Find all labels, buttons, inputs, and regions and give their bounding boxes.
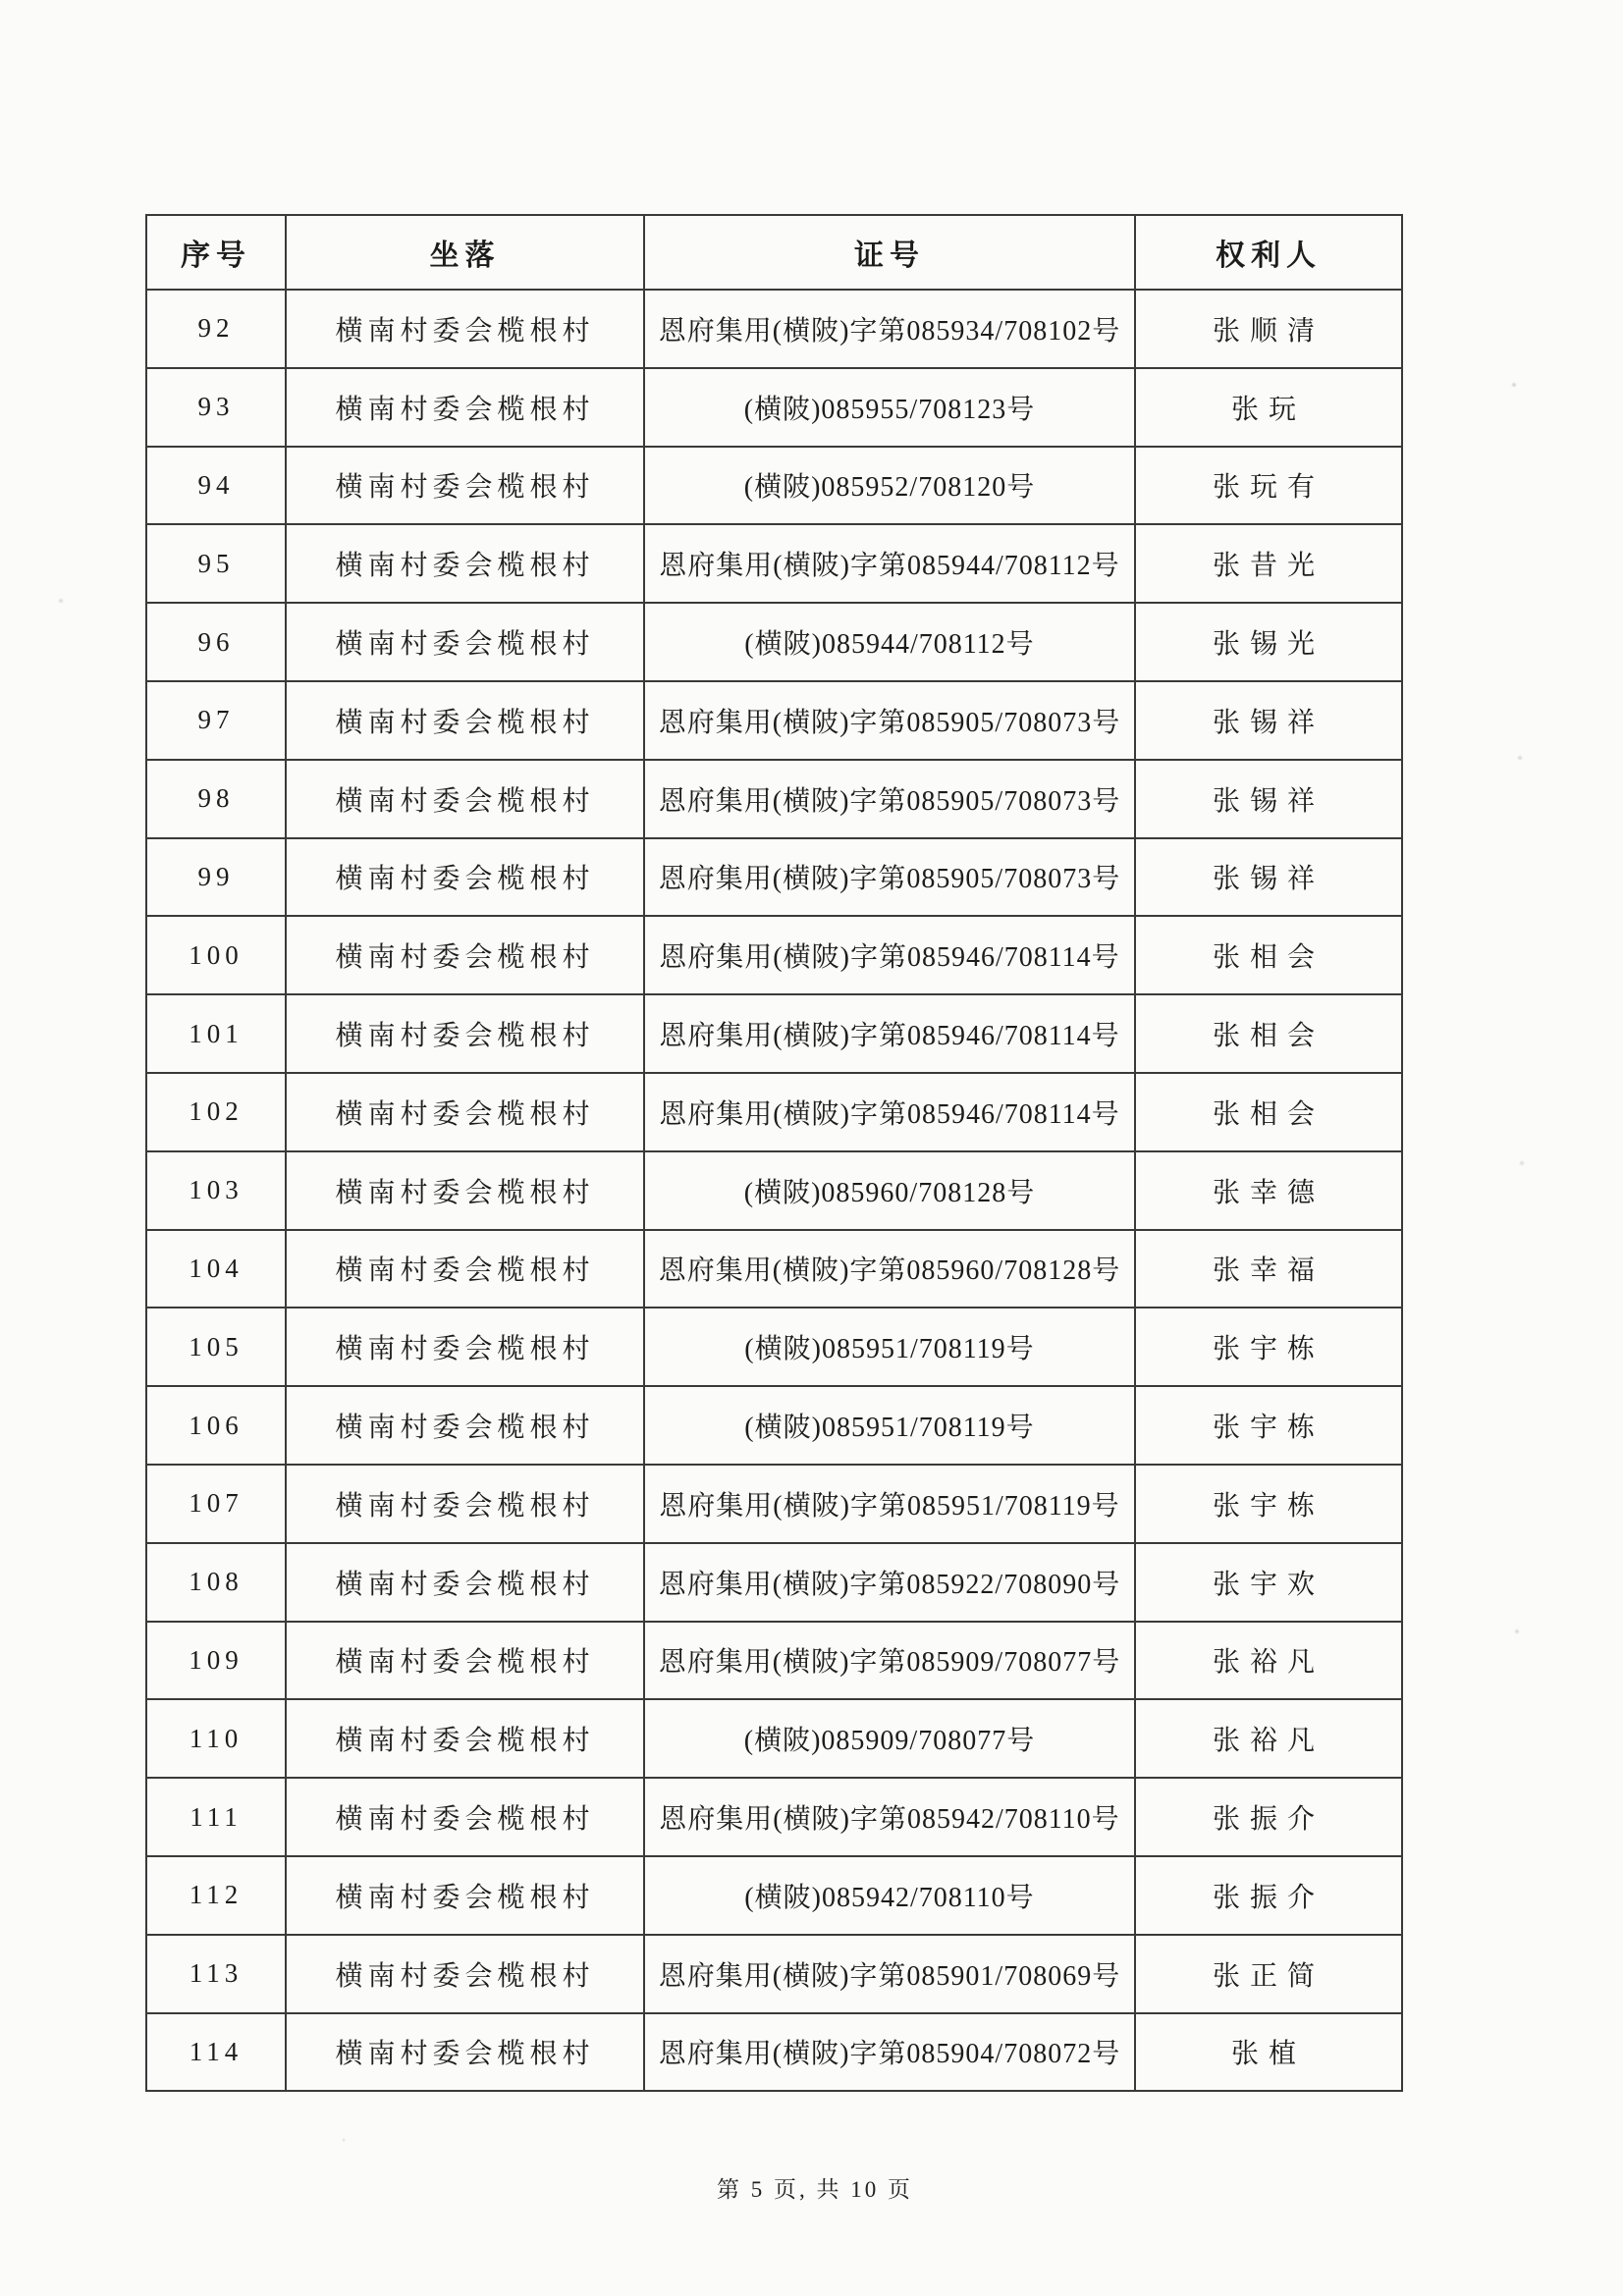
serial-cell: 111 xyxy=(146,1778,286,1856)
owner-cell: 张锡祥 xyxy=(1135,760,1402,838)
owner-cell: 张裕凡 xyxy=(1135,1699,1402,1778)
col-header-location: 坐落 xyxy=(286,215,644,290)
table-row xyxy=(146,1073,1402,1151)
cert-cell: 恩府集用(横陂)字第085901/708069号 xyxy=(644,1935,1135,2013)
table-row xyxy=(146,368,1402,447)
owner-cell: 张锡光 xyxy=(1135,603,1402,681)
location-cell: 横南村委会榄根村 xyxy=(286,1622,644,1700)
table-row xyxy=(146,1622,1402,1700)
serial-cell: 102 xyxy=(146,1073,286,1151)
location-cell: 横南村委会榄根村 xyxy=(286,1699,644,1778)
cert-cell: (横陂)085944/708112号 xyxy=(644,603,1135,681)
cert-cell: 恩府集用(横陂)字第085904/708072号 xyxy=(644,2013,1135,2092)
table-row xyxy=(146,1151,1402,1230)
owner-cell: 张玩有 xyxy=(1135,447,1402,525)
cert-cell: (横陂)085952/708120号 xyxy=(644,447,1135,525)
owner-cell: 张植 xyxy=(1135,2013,1402,2092)
owner-cell: 张昔光 xyxy=(1135,524,1402,603)
location-cell: 横南村委会榄根村 xyxy=(286,1151,644,1230)
table-row xyxy=(146,2013,1402,2092)
cert-cell: 恩府集用(横陂)字第085960/708128号 xyxy=(644,1230,1135,1308)
serial-cell: 96 xyxy=(146,603,286,681)
location-cell: 横南村委会榄根村 xyxy=(286,1073,644,1151)
col-header-serial: 序号 xyxy=(146,215,286,290)
serial-cell: 105 xyxy=(146,1308,286,1386)
location-cell: 横南村委会榄根村 xyxy=(286,916,644,994)
cert-cell: (横陂)085960/708128号 xyxy=(644,1151,1135,1230)
serial-cell: 109 xyxy=(146,1622,286,1700)
location-cell: 横南村委会榄根村 xyxy=(286,994,644,1073)
cert-cell: (横陂)085951/708119号 xyxy=(644,1386,1135,1465)
cert-cell: 恩府集用(横陂)字第085942/708110号 xyxy=(644,1778,1135,1856)
location-cell: 横南村委会榄根村 xyxy=(286,1308,644,1386)
cert-cell: 恩府集用(横陂)字第085922/708090号 xyxy=(644,1543,1135,1622)
location-cell: 横南村委会榄根村 xyxy=(286,1856,644,1935)
cert-cell: 恩府集用(横陂)字第085934/708102号 xyxy=(644,290,1135,368)
location-cell: 横南村委会榄根村 xyxy=(286,290,644,368)
col-header-owner: 权利人 xyxy=(1135,215,1402,290)
location-cell: 横南村委会榄根村 xyxy=(286,524,644,603)
location-cell: 横南村委会榄根村 xyxy=(286,1778,644,1856)
table-row xyxy=(146,916,1402,994)
table-row xyxy=(146,447,1402,525)
owner-cell: 张正简 xyxy=(1135,1935,1402,2013)
owner-cell: 张宇栋 xyxy=(1135,1386,1402,1465)
serial-cell: 110 xyxy=(146,1699,286,1778)
location-cell: 横南村委会榄根村 xyxy=(286,447,644,525)
owner-cell: 张相会 xyxy=(1135,1073,1402,1151)
location-cell: 横南村委会榄根村 xyxy=(286,1543,644,1622)
owner-cell: 张顺清 xyxy=(1135,290,1402,368)
owner-cell: 张玩 xyxy=(1135,368,1402,447)
page-footer: 第 5 页, 共 10 页 xyxy=(717,2177,913,2202)
cert-cell: (横陂)085909/708077号 xyxy=(644,1699,1135,1778)
cert-cell: (横陂)085942/708110号 xyxy=(644,1856,1135,1935)
owner-cell: 张裕凡 xyxy=(1135,1622,1402,1700)
cert-cell: 恩府集用(横陂)字第085946/708114号 xyxy=(644,1073,1135,1151)
serial-cell: 95 xyxy=(146,524,286,603)
serial-cell: 98 xyxy=(146,760,286,838)
location-cell: 横南村委会榄根村 xyxy=(286,838,644,917)
table-body xyxy=(146,290,1402,2091)
owner-cell: 张宇栋 xyxy=(1135,1308,1402,1386)
serial-cell: 101 xyxy=(146,994,286,1073)
location-cell: 横南村委会榄根村 xyxy=(286,2013,644,2092)
table-row xyxy=(146,994,1402,1073)
location-cell: 横南村委会榄根村 xyxy=(286,1935,644,2013)
table-row xyxy=(146,1386,1402,1465)
serial-cell: 113 xyxy=(146,1935,286,2013)
owner-cell: 张振介 xyxy=(1135,1778,1402,1856)
serial-cell: 108 xyxy=(146,1543,286,1622)
serial-cell: 103 xyxy=(146,1151,286,1230)
table-row xyxy=(146,524,1402,603)
owner-cell: 张相会 xyxy=(1135,994,1402,1073)
cert-cell: 恩府集用(横陂)字第085905/708073号 xyxy=(644,838,1135,917)
location-cell: 横南村委会榄根村 xyxy=(286,760,644,838)
serial-cell: 100 xyxy=(146,916,286,994)
location-cell: 横南村委会榄根村 xyxy=(286,603,644,681)
owner-cell: 张宇栋 xyxy=(1135,1465,1402,1543)
owner-cell: 张锡祥 xyxy=(1135,681,1402,760)
table-row xyxy=(146,603,1402,681)
location-cell: 横南村委会榄根村 xyxy=(286,368,644,447)
serial-cell: 107 xyxy=(146,1465,286,1543)
owner-cell: 张相会 xyxy=(1135,916,1402,994)
owner-cell: 张幸福 xyxy=(1135,1230,1402,1308)
location-cell: 横南村委会榄根村 xyxy=(286,1230,644,1308)
location-cell: 横南村委会榄根村 xyxy=(286,1465,644,1543)
serial-cell: 112 xyxy=(146,1856,286,1935)
owner-cell: 张振介 xyxy=(1135,1856,1402,1935)
serial-cell: 99 xyxy=(146,838,286,917)
location-cell: 横南村委会榄根村 xyxy=(286,1386,644,1465)
cert-cell: (横陂)085951/708119号 xyxy=(644,1308,1135,1386)
table-row xyxy=(146,1308,1402,1386)
cert-cell: 恩府集用(横陂)字第085909/708077号 xyxy=(644,1622,1135,1700)
cert-cell: 恩府集用(横陂)字第085905/708073号 xyxy=(644,681,1135,760)
owner-cell: 张幸德 xyxy=(1135,1151,1402,1230)
table-row xyxy=(146,1230,1402,1308)
serial-cell: 106 xyxy=(146,1386,286,1465)
table-row xyxy=(146,1856,1402,1935)
table-row xyxy=(146,838,1402,917)
cert-cell: 恩府集用(横陂)字第085951/708119号 xyxy=(644,1465,1135,1543)
col-header-cert: 证号 xyxy=(644,215,1135,290)
cert-cell: 恩府集用(横陂)字第085946/708114号 xyxy=(644,994,1135,1073)
serial-cell: 114 xyxy=(146,2013,286,2092)
cert-cell: 恩府集用(横陂)字第085905/708073号 xyxy=(644,760,1135,838)
table-row xyxy=(146,1465,1402,1543)
registry-table xyxy=(145,214,1403,2092)
table-row xyxy=(146,1699,1402,1778)
owner-cell: 张宇欢 xyxy=(1135,1543,1402,1622)
serial-cell: 92 xyxy=(146,290,286,368)
table-row xyxy=(146,1778,1402,1856)
table-row xyxy=(146,681,1402,760)
serial-cell: 94 xyxy=(146,447,286,525)
location-cell: 横南村委会榄根村 xyxy=(286,681,644,760)
serial-cell: 97 xyxy=(146,681,286,760)
table-row xyxy=(146,290,1402,368)
table-row xyxy=(146,1935,1402,2013)
cert-cell: 恩府集用(横陂)字第085946/708114号 xyxy=(644,916,1135,994)
header-row xyxy=(146,215,1402,290)
serial-cell: 93 xyxy=(146,368,286,447)
cert-cell: 恩府集用(横陂)字第085944/708112号 xyxy=(644,524,1135,603)
owner-cell: 张锡祥 xyxy=(1135,838,1402,917)
table-row xyxy=(146,760,1402,838)
table-row xyxy=(146,1543,1402,1622)
cert-cell: (横陂)085955/708123号 xyxy=(644,368,1135,447)
serial-cell: 104 xyxy=(146,1230,286,1308)
